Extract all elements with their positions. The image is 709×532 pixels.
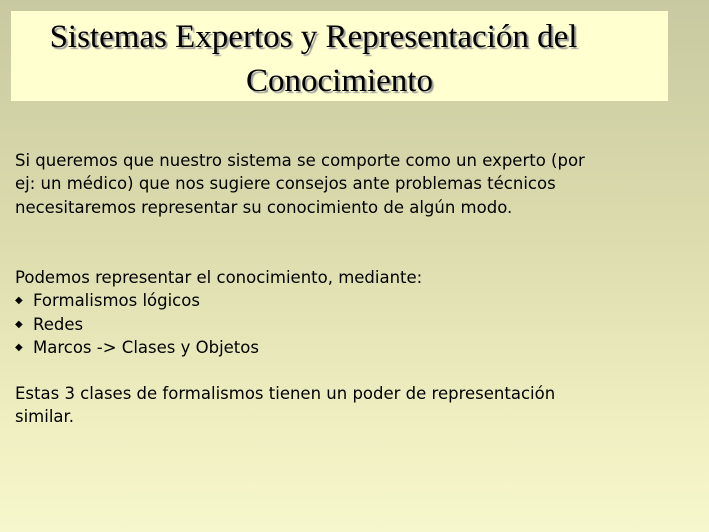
bullet-text: Marcos -> Clases y Objetos [33, 338, 259, 358]
diamond-bullet-icon: ◆ [15, 318, 23, 330]
intro-line: necesitaremos representar su conocimiento de algún modo. [15, 197, 513, 217]
intro-line: ej: un médico) que nos sugiere consejos ante problemas técnicos [15, 174, 556, 194]
intro-paragraph [15, 149, 665, 219]
slide-title-box [11, 11, 668, 101]
intro-line: Si queremos que nuestro sistema se comporte como un experto (por [15, 151, 585, 170]
diamond-bullet-icon: ◆ [15, 342, 23, 354]
bullet-item [15, 289, 665, 312]
diamond-bullet-icon: ◆ [15, 295, 23, 307]
bullet-item [15, 313, 665, 336]
conclusion-line: Estas 3 clases de formalismos tienen un poder de representación [15, 384, 556, 403]
conclusion-line: similar. [15, 407, 75, 427]
methods-lead: Podemos representar el conocimiento, mediante: [15, 268, 423, 287]
conclusion-paragraph [15, 382, 665, 429]
slide-title-line-1: Sistemas Expertos y Representación del [49, 19, 578, 55]
bullet-text: Formalismos lógicos [33, 291, 200, 311]
methods-section [15, 266, 665, 360]
bullet-item [15, 336, 665, 359]
bullet-text: Redes [33, 314, 84, 334]
slide-title-line-2: Conocimiento [246, 63, 433, 99]
